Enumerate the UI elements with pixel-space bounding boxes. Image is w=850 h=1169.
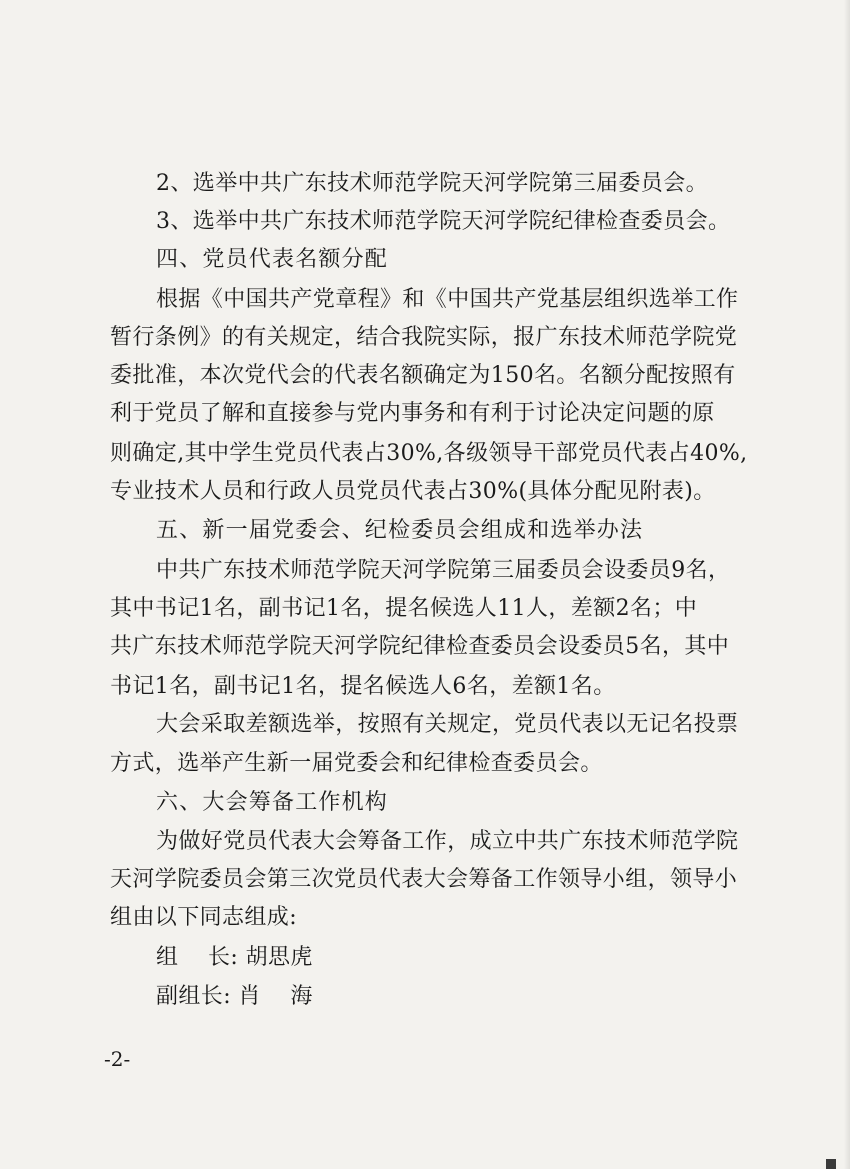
scan-edge-shadow — [844, 0, 850, 1169]
section-5-heading: 五、新一届党委会、纪检委员会组成和选举办法 — [156, 518, 644, 543]
paragraph-line: 则确定,其中学生党员代表占30%,各级领导干部党员代表占40%, — [110, 441, 748, 466]
paragraph-line: 利于党员了解和直接参与党内事务和有利于讨论决定问题的原 — [110, 401, 715, 426]
paragraph-line: 其中书记1名，副书记1名，提名候选人11人，差额2名；中 — [110, 596, 698, 621]
group-leader-line: 组 长: 胡思虎 — [156, 945, 313, 970]
page-number: -2- — [104, 1047, 131, 1071]
paragraph-line: 为做好党员代表大会筹备工作，成立中共广东技术师范学院 — [156, 829, 739, 854]
deputy-leader-line: 副组长: 肖 海 — [156, 984, 313, 1009]
section-4-heading: 四、党员代表名额分配 — [156, 247, 389, 272]
section-6-heading: 六、大会筹备工作机构 — [156, 790, 389, 815]
item-2-elect-committee: 2、选举中共广东技术师范学院天河学院第三届委员会。 — [156, 171, 708, 196]
scan-corner-mark — [826, 1159, 836, 1169]
paragraph-line: 书记1名，副书记1名，提名候选人6名，差额1名。 — [110, 674, 616, 699]
paragraph-line: 天河学院委员会第三次党员代表大会筹备工作领导小组，领导小 — [110, 867, 738, 892]
item-3-elect-discipline-committee: 3、选举中共广东技术师范学院天河学院纪律检查委员会。 — [156, 209, 731, 234]
paragraph-line: 大会采取差额选举，按照有关规定，党员代表以无记名投票 — [156, 712, 739, 737]
paragraph-line: 委批准，本次党代会的代表名额确定为150名。名额分配按照有 — [110, 363, 736, 388]
paragraph-line: 方式，选举产生新一届党委会和纪律检查委员会。 — [110, 751, 603, 776]
paragraph-line: 共广东技术师范学院天河学院纪律检查委员会设委员5名，其中 — [110, 634, 730, 659]
paragraph-line: 专业技术人员和行政人员党员代表占30%(具体分配见附表)。 — [110, 479, 716, 504]
paragraph-line: 组由以下同志组成: — [110, 905, 298, 930]
paragraph-line: 中共广东技术师范学院天河学院第三届委员会设委员9名， — [156, 558, 731, 583]
paragraph-line: 暂行条例》的有关规定，结合我院实际，报广东技术师范学院党 — [110, 325, 738, 350]
paragraph-line: 根据《中国共产党章程》和《中国共产党基层组织选举工作 — [156, 287, 739, 312]
